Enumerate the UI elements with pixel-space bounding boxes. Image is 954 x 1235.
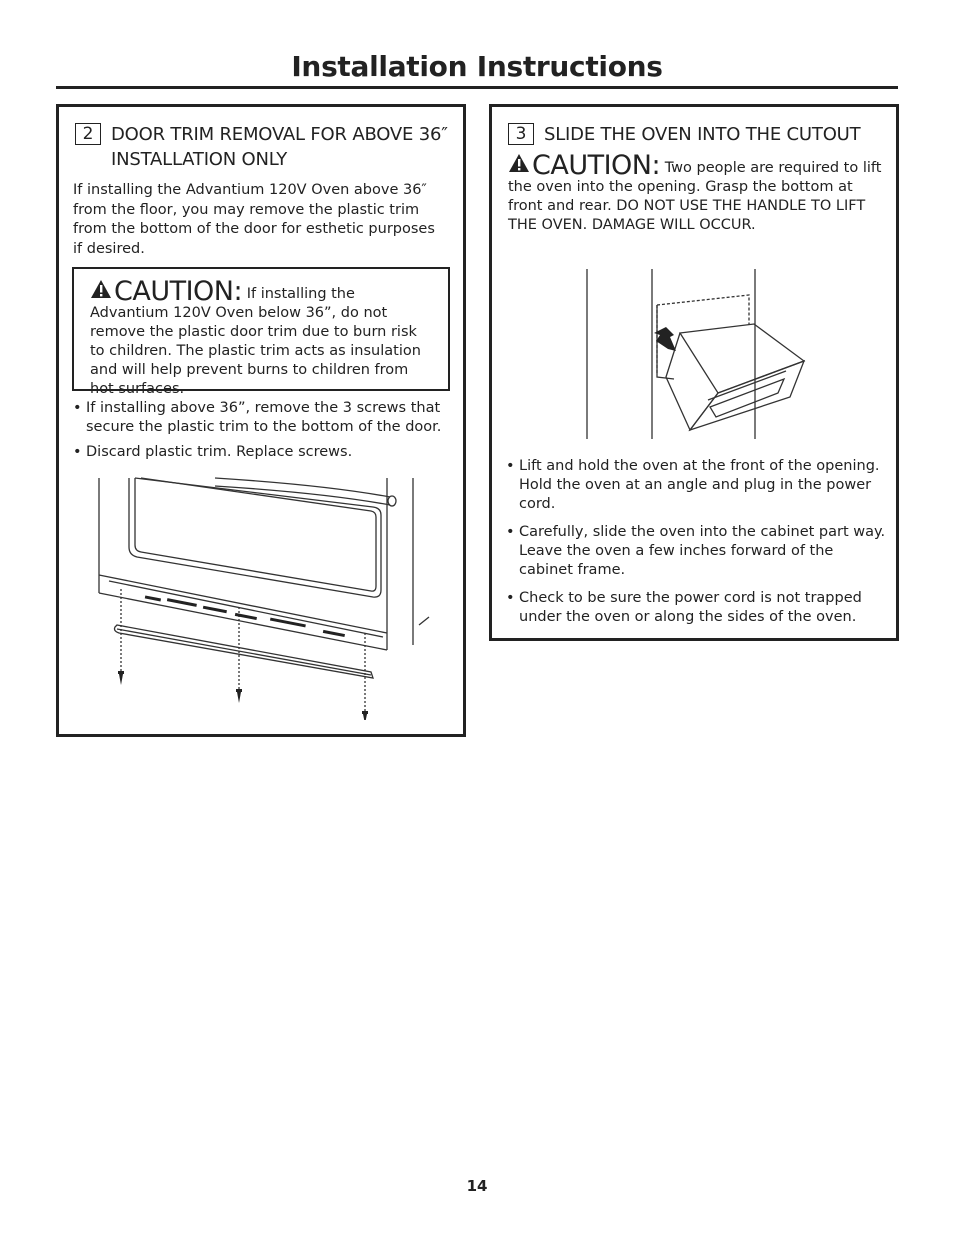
step-2-bullets — [73, 399, 445, 471]
warning-triangle-icon — [90, 279, 112, 299]
list-item: • Lift and hold the oven at the front of the opening. Hold the oven at an angle and plug in the power cord. — [506, 457, 886, 514]
step-2-caution — [90, 276, 436, 399]
page-title: Installation Instructions — [291, 50, 663, 83]
step-3-header — [508, 122, 886, 147]
oven-into-cutout-illustration — [584, 267, 814, 442]
list-item: • If installing above 36”, remove the 3 screws that secure the plastic trim to the bottom of the door. — [73, 399, 445, 437]
step-3-caution-word: CAUTION: — [532, 150, 661, 181]
step-2-title: DOOR TRIM REMOVAL FOR ABOVE 36″ INSTALLATION ONLY — [111, 124, 448, 170]
warning-triangle-icon — [508, 153, 530, 173]
step-3-number: 3 — [508, 123, 534, 145]
step-2-caution-word: CAUTION: — [114, 276, 243, 307]
step-3-caution-text: Two people are required to lift the oven into the opening. Grasp the bottom at front and rear. DO NOT USE THE HANDLE TO LIFT THE OVEN. DAMAGE WILL OCCUR. — [508, 160, 882, 233]
title-rule — [56, 86, 898, 89]
step-3-bullets — [506, 457, 886, 636]
step-3-panel — [489, 104, 899, 641]
list-item: • Check to be sure the power cord is not trapped under the oven or along the sides of the oven. — [506, 589, 886, 627]
step-2-intro: If installing the Advantium 120V Oven above 36″ from the floor, you may remove the plastic trim from the bottom of the door for esthetic purposes if desired. — [73, 182, 435, 257]
step-3-title: SLIDE THE OVEN INTO THE CUTOUT — [544, 124, 861, 145]
list-item: • Discard plastic trim. Replace screws. — [73, 443, 445, 462]
step-2-caution-box — [72, 267, 450, 397]
page-number: 14 — [466, 1177, 488, 1195]
step-2-header — [75, 122, 453, 172]
door-trim-removal-illustration — [95, 475, 435, 720]
step-3-caution — [508, 150, 886, 235]
step-2-caution-text: If installing the Advantium 120V Oven below 36”, do not remove the plastic door trim due to burn risk to children. The plastic trim acts as insulation and will help prevent burns to children from hot surfaces. — [90, 286, 421, 397]
list-item: • Carefully, slide the oven into the cabinet part way. Leave the oven a few inches forward of the cabinet frame. — [506, 523, 886, 580]
step-2-panel — [56, 104, 466, 737]
step-2-number: 2 — [75, 123, 101, 145]
